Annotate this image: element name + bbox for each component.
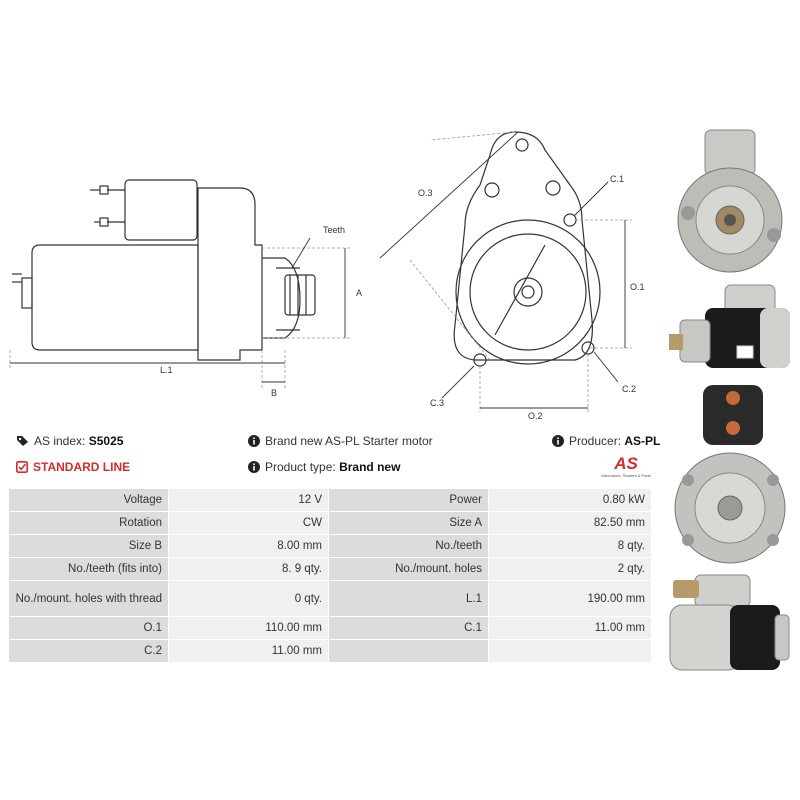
dim-c1-label: C.1 xyxy=(610,174,625,184)
dim-o1-label: O.1 xyxy=(630,282,645,292)
spec-value: 0.80 kW xyxy=(489,489,652,512)
as-index-label: AS index: xyxy=(34,434,86,448)
spec-label: No./mount. holes xyxy=(329,558,489,581)
spec-label: Size B xyxy=(9,535,169,558)
spec-label: Voltage xyxy=(9,489,169,512)
dim-c3-label: C.3 xyxy=(430,398,445,408)
producer-label: Producer: xyxy=(569,434,622,448)
spec-label: No./teeth (fits into) xyxy=(9,558,169,581)
info-icon xyxy=(552,435,564,447)
brand-new-row xyxy=(248,434,433,448)
specs-table xyxy=(8,488,652,663)
table-row xyxy=(9,558,652,581)
spec-value: 11.00 mm xyxy=(489,617,652,640)
table-row xyxy=(9,512,652,535)
spec-value: 0 qty. xyxy=(169,581,329,617)
spec-label: Size A xyxy=(329,512,489,535)
spec-value: 82.50 mm xyxy=(489,512,652,535)
spec-value: 11.00 mm xyxy=(169,640,329,663)
product-type-row xyxy=(248,460,400,474)
product-type-value: Brand new xyxy=(339,460,401,474)
dim-a-label: A xyxy=(356,288,363,298)
spec-value: 8.00 mm xyxy=(169,535,329,558)
spec-value: 2 qty. xyxy=(489,558,652,581)
spec-label: Rotation xyxy=(9,512,169,535)
spec-label: No./teeth xyxy=(329,535,489,558)
as-index-row xyxy=(16,434,123,448)
product-type-label: Product type: xyxy=(265,460,336,474)
dim-b-label: B xyxy=(271,388,278,398)
front-view-drawing xyxy=(370,120,660,420)
spec-value: CW xyxy=(169,512,329,535)
spec-label: C.2 xyxy=(9,640,169,663)
producer-row xyxy=(552,434,660,448)
tag-icon xyxy=(16,435,29,447)
side-view-drawing xyxy=(0,160,370,400)
spec-label: L.1 xyxy=(329,581,489,617)
logo-tagline: Alternators, Starters & Parts xyxy=(601,473,651,478)
spec-label: C.1 xyxy=(329,617,489,640)
table-row xyxy=(9,581,652,617)
spec-value: 8. 9 qty. xyxy=(169,558,329,581)
table-row xyxy=(9,640,652,663)
spec-value: 190.00 mm xyxy=(489,581,652,617)
dim-c2-label: C.2 xyxy=(622,384,637,394)
spec-value: 8 qty. xyxy=(489,535,652,558)
info-icon xyxy=(248,461,260,473)
spec-value xyxy=(489,640,652,663)
standard-line-row xyxy=(16,460,130,474)
spec-value: 110.00 mm xyxy=(169,617,329,640)
spec-label: No./mount. holes with thread xyxy=(9,581,169,617)
table-row xyxy=(9,617,652,640)
as-index-value: S5025 xyxy=(88,434,124,448)
spec-value: 12 V xyxy=(169,489,329,512)
table-row xyxy=(9,535,652,558)
product-photo-front xyxy=(670,125,790,280)
producer-value: AS-PL xyxy=(624,434,661,448)
dim-l1-label: L.1 xyxy=(160,365,173,375)
spec-label: Power xyxy=(329,489,489,512)
product-photo-side xyxy=(665,280,795,375)
info-icon xyxy=(248,435,260,447)
as-pl-logo xyxy=(598,455,654,481)
product-photo-rear xyxy=(668,380,793,570)
spec-label xyxy=(329,640,489,663)
dim-o3-label: O.3 xyxy=(418,188,433,198)
spec-label: O.1 xyxy=(9,617,169,640)
teeth-label: Teeth xyxy=(323,225,346,235)
standard-line-text: STANDARD LINE xyxy=(33,460,131,474)
table-row xyxy=(9,489,652,512)
dim-o2-label: O.2 xyxy=(528,411,543,420)
brand-new-text: Brand new AS-PL Starter motor xyxy=(265,434,433,448)
product-photo-angle xyxy=(665,570,795,675)
logo-mark: AS xyxy=(614,454,638,473)
check-square-icon xyxy=(16,461,28,473)
